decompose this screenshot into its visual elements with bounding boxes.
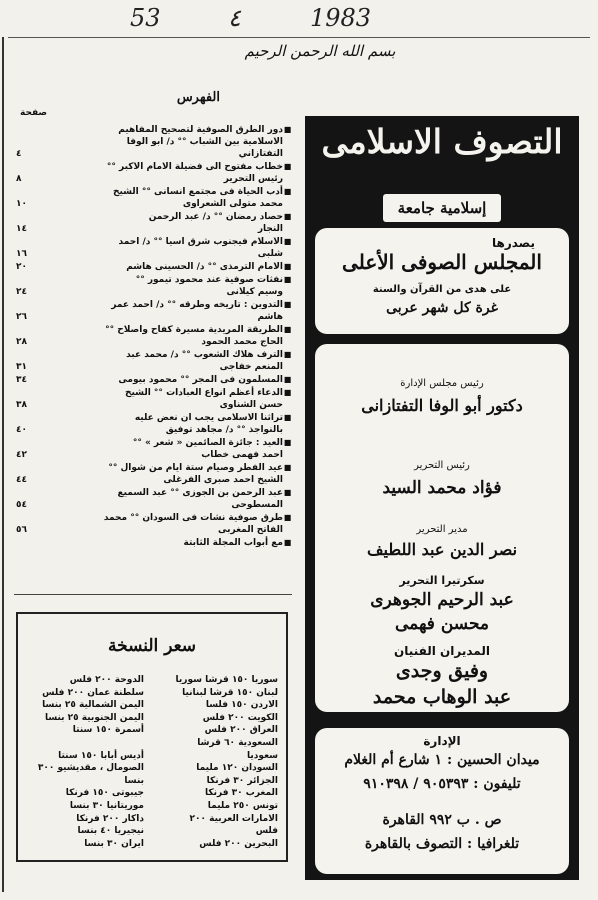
price-row: الامارات العربية ٢٠٠ [189,813,278,824]
price-row: داكار ٢٠٠ فرنكا [76,813,144,824]
table-of-contents [14,90,292,594]
price-row: اليمن الجنوبية ٢٥ بنسا [44,712,144,723]
price-row: الكويت ٢٠٠ فلس [202,712,278,723]
price-row: المغرب ٣٠ فرنكا [205,788,278,799]
art-director-name-1: وفيق وجدى [395,660,489,682]
toc-entry-text: مع أبواب المجلة الثابتة [183,538,283,548]
price-row: أديس أبابا ١٥٠ سنتا [58,750,144,761]
masthead-panel [305,116,579,880]
board-chair-name: دكتور أبو الوفا التفتازانى [361,396,523,415]
toc-entry [14,387,292,411]
bullet-square-icon: ■ [283,438,292,447]
basmala: بسم الله الرحمن الرحيم [244,42,396,60]
bullet-square-icon: ■ [283,300,292,309]
secretary-name-2: محسن فهمى [394,614,490,634]
bullet-square-icon: ■ [283,162,292,171]
toc-entry-page: ٥٦ [16,525,27,535]
price-row: فلس [255,826,278,837]
toc-entry [14,261,292,273]
toc-title: الفهرس [176,90,220,105]
price-row: البحرين ٢٠٠ فلس [199,838,278,849]
toc-entry-page: ٢٤ [16,287,27,297]
toc-entry-page: ١٦ [16,249,27,259]
bullet-square-icon: ■ [283,212,292,221]
art-directors-label: المديران الفنيان [394,644,490,658]
bullet-square-icon: ■ [283,413,292,422]
toc-entry [14,512,292,536]
toc-entry-text: التدوين : تاريخه وطرقه °° د/ احمد عمر هاشم [111,300,283,322]
publisher-lead: يصدرها [492,236,535,250]
guidance-line: على هدى من القرآن والسنة [372,284,512,295]
toc-entry-text: حصاد رمضان °° د/ عبد الرحمن النجار [148,212,283,234]
toc-entry [14,161,292,185]
price-row: موريتانيا ٣٠ بنسا [69,800,144,811]
price-row: الاردن ١٥٠ فلسا [205,700,278,711]
address-line: ميدان الحسين : ١ شارع أم الغلام [344,752,540,768]
bullet-square-icon: ■ [283,538,292,547]
toc-entry [14,236,292,260]
toc-entry-text: الترف هلاك الشعوب °° د/ محمد عبد المنعم خفاجى [126,350,283,372]
price-row: لبنان ١٥٠ قرشا لبنانيا [182,687,278,698]
secretaries-label: سكرتيرا التحرير [399,574,485,587]
bullet-square-icon: ■ [283,488,292,497]
toc-entry-page: ٢٦ [16,312,27,322]
handwritten-reference [120,4,410,34]
price-row: تونس ٢٥٠ مليما [207,800,278,811]
toc-entry [14,437,292,461]
price-row: أسمرة ١٥٠ سنتا [72,725,144,736]
editor-label: رئيس التحرير [414,460,470,471]
toc-entry [14,487,292,511]
handnote-issue: ٤ [228,4,241,32]
staff-box [315,344,569,712]
toc-list [14,124,292,550]
price-row: اليمن الشمالية ٢٥ بنسا [42,700,144,711]
toc-entry [14,274,292,298]
managing-editor-label: مدير التحرير [416,524,468,535]
page-left-edge [2,37,4,892]
toc-entry [14,211,292,235]
price-row: الصومال ، مقديشيو ٣٠٠ [37,763,144,774]
toc-entry-page: ٤٢ [16,450,27,460]
toc-entry-text: نفثات صوفية عند محمود تيمور °° وسيم كيلانى [135,275,283,297]
toc-entry-page: ٥٤ [16,500,27,510]
secretary-name-1: عبد الرحيم الجوهرى [370,590,514,610]
bullet-square-icon: ■ [283,350,292,359]
bullet-square-icon: ■ [283,388,292,397]
toc-entry-text: أدب الحياة فى مجتمع انسانى °° الشيخ محمد متولى الشعراوى [112,187,283,209]
toc-entry-page: ٣٨ [16,400,27,410]
administration-label: الإدارة [423,734,461,748]
toc-entry-page: ٤٤ [16,475,27,485]
bullet-square-icon: ■ [283,513,292,522]
publisher-box [315,228,569,334]
price-row: السودان ١٢٠ مليما [196,763,278,774]
price-row: الدوحة ٢٠٠ فلس [69,675,144,685]
page-top-rule [8,37,590,38]
price-row: السعودية ٦٠ قرشا [197,737,278,748]
toc-entry [14,186,292,210]
bullet-square-icon: ■ [283,375,292,384]
publisher-name: المجلس الصوفى الأعلى [342,250,542,274]
toc-entry-page: ٣٤ [16,375,27,385]
toc-entry [14,324,292,348]
price-box [16,612,288,862]
toc-entry [14,124,292,160]
toc-entry-page: ٢٠ [16,262,27,272]
toc-page-header: صفحة [20,108,48,118]
po-box-line: ص . ب ٩٩٢ القاهرة [382,812,502,828]
toc-entry-page: ١٤ [16,224,27,234]
toc-bottom-rule [14,594,292,595]
bullet-square-icon: ■ [283,275,292,284]
managing-editor-name: نصر الدين عبد اللطيف [366,540,518,559]
toc-entry [14,537,292,549]
price-row: جيبوتى ١٥٠ فرنكا [65,788,144,799]
bullet-square-icon: ■ [283,187,292,196]
price-column-right [148,674,278,850]
board-chair-label: رئيس مجلس الإدارة [400,378,484,389]
toc-entry [14,299,292,323]
toc-entry-text: الدعاء أعظم انواع العبادات °° الشيخ حسن الشناوى [125,388,283,410]
price-row [22,737,144,750]
bullet-square-icon: ■ [283,463,292,472]
magazine-title: التصوف الاسلامى [321,122,563,161]
toc-entry-text: تراثنا الاسلامى يجب ان نعض عليه بالنواجذ °° د/ مجاهد توفيق [134,413,283,435]
toc-entry-text: طرق صوفية نشات فى السودان °° محمد الفاتح المغربى [103,513,283,535]
toc-entry-page: ٨ [16,174,22,184]
magazine-subtitle: إسلامية جامعة [383,194,501,222]
price-row: سلطنة عمان ٢٠٠ فلس [42,687,144,698]
toc-entry-page: ٢٨ [16,337,27,347]
art-director-name-2: عبد الوهاب محمد [372,686,512,708]
price-row: ايران ٣٠ بنسا [84,838,144,849]
toc-entry-text: الاسلام فيجنوب شرق اسيا °° د/ احمد شلبى [118,237,283,259]
bullet-square-icon: ■ [283,262,292,271]
editor-name: فؤاد محمد السيد [382,478,502,498]
price-row: نيجيريا ٤٠ بنسا [77,826,144,837]
bullet-square-icon: ■ [283,325,292,334]
toc-entry-text: عبد الرحمن بن الجوزى °° عبد السميع المسطوحى [117,488,283,510]
toc-entry-page: ٤٠ [16,425,27,435]
price-column-left [22,674,144,850]
price-row: بنسا [124,775,144,786]
bullet-square-icon: ■ [283,237,292,246]
toc-entry [14,374,292,386]
bullet-square-icon: ■ [283,125,292,134]
toc-entry-page: ١٠ [16,199,27,209]
toc-entry [14,412,292,436]
price-title: سعر النسخة [107,636,197,656]
price-row: سعوديا [247,750,278,761]
price-row: العراق ٢٠٠ فلس [204,725,278,736]
toc-entry-text: العيد : جائزة الصائمين « شعر » °° احمد فهمى خطاب [132,438,283,460]
telegraph-line: تلغرافيا : التصوف بالقاهرة [364,836,520,852]
toc-entry-text: الامام الترمذى °° د/ الحسينى هاشم [126,262,283,272]
toc-entry-text: عيد الفطر وصيام ستة ايام من شوال °° الشيخ احمد صبرى الفرغلى [108,463,283,485]
toc-entry-text: المسلمون فى المجر °° محمود بيومى [118,375,283,385]
toc-entry [14,349,292,373]
toc-entry-text: دور الطرق الصوفية لتصحيح المفاهيم الاسلامية بين الشباب °° د/ ابو الوفا التفتازاني [118,125,283,159]
toc-entry-text: خطاب مفتوح الى فضيلة الامام الاكبر °° رئيس التحرير [106,162,283,184]
toc-entry-page: ٤ [16,149,22,159]
phone-line: تليفون : ٩٠٥٣٩٣ / ٩١٠٣٩٨ [363,776,521,792]
toc-entry [14,462,292,486]
price-row: سوريا ١٥٠ قرشا سوريا [175,675,278,685]
publication-frequency: غرة كل شهر عربى [386,300,498,316]
handnote-number: 53 [130,4,161,32]
administration-box [315,728,569,874]
price-row: الجزائر ٣٠ فرنكا [206,775,278,786]
handnote-year: 1983 [310,4,372,32]
toc-entry-page: ٣١ [16,362,27,372]
toc-entry-text: الطريقة المريدية مسيرة كفاح واصلاح °° الحاج محمد الحمود [105,325,283,347]
